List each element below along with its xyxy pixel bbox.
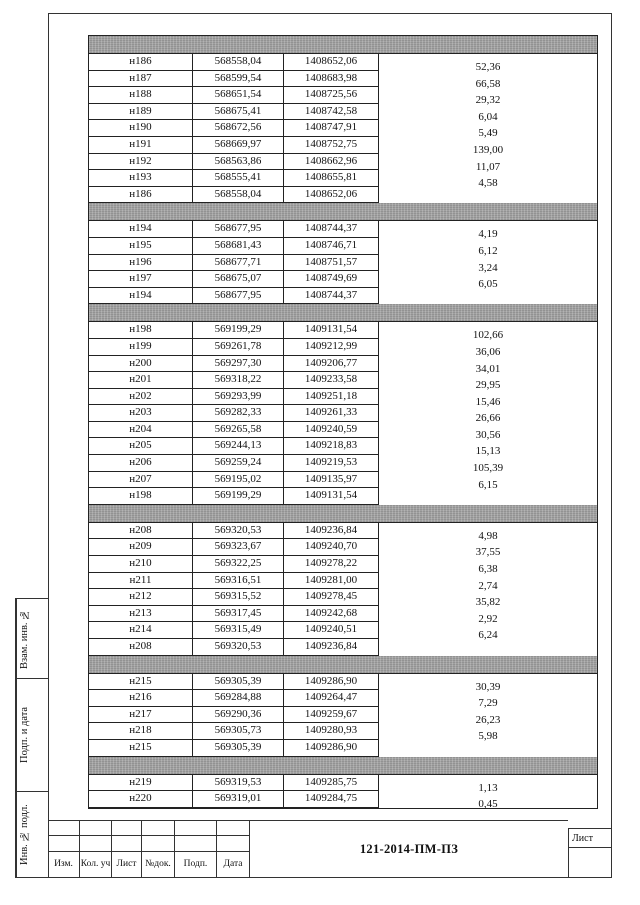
x-coordinate-cell: 569315,52: [193, 589, 284, 606]
x-coordinate-cell: 569315,49: [193, 622, 284, 639]
y-coordinate-cell: 1409236,84: [284, 523, 379, 540]
table-row: [89, 472, 597, 489]
x-coordinate-cell: 569317,45: [193, 606, 284, 623]
point-name-cell: н216: [89, 690, 193, 707]
point-name-cell: н219: [89, 775, 193, 792]
distance-cell: [379, 723, 597, 743]
table-row: [89, 356, 597, 373]
distance-cell: [379, 104, 597, 121]
x-coordinate-cell: 568563,86: [193, 154, 284, 171]
grid-cell: [80, 836, 112, 852]
point-name-cell: н192: [89, 154, 193, 171]
y-coordinate-cell: 1408652,06: [284, 54, 379, 71]
distance-cell: [379, 606, 597, 623]
coordinates-table: [88, 35, 598, 809]
x-coordinate-cell: 569305,73: [193, 723, 284, 740]
distance-cell: [379, 556, 597, 576]
x-coordinate-cell: 569305,39: [193, 740, 284, 757]
y-coordinate-cell: 1408652,06: [284, 187, 379, 204]
y-coordinate-cell: 1409240,59: [284, 422, 379, 439]
distance-cell: [379, 674, 597, 691]
x-coordinate-cell: 568677,71: [193, 255, 284, 272]
grid-cell: [175, 820, 217, 836]
point-name-cell: н202: [89, 389, 193, 406]
distance-cell: [379, 707, 597, 724]
table-row: [89, 422, 597, 439]
x-coordinate-cell: 568651,54: [193, 87, 284, 104]
y-coordinate-cell: 1409240,70: [284, 539, 379, 556]
distance-cell: [379, 255, 597, 272]
table-row: [89, 137, 597, 154]
distance-cell: [379, 539, 597, 559]
section-band: [89, 505, 597, 523]
distance-cell: [379, 523, 597, 540]
y-coordinate-cell: 1409251,18: [284, 389, 379, 406]
distance-value: 30,39: [475, 680, 501, 693]
table-row: [89, 556, 597, 576]
distance-value: 6,15: [478, 478, 498, 491]
table-row: [89, 707, 597, 724]
grid-cell: [80, 820, 112, 836]
table-row: [89, 523, 597, 540]
distance-cell: [379, 775, 597, 792]
x-coordinate-cell: 569265,58: [193, 422, 284, 439]
table-row: [89, 622, 597, 642]
y-coordinate-cell: 1408655,81: [284, 170, 379, 187]
point-name-cell: н207: [89, 472, 193, 489]
section-band: [89, 656, 597, 674]
y-coordinate-cell: 1409135,97: [284, 472, 379, 489]
point-name-cell: н194: [89, 288, 193, 305]
distance-cell: [379, 54, 597, 71]
distance-value: 4,58: [478, 177, 498, 190]
point-name-cell: н194: [89, 221, 193, 238]
x-coordinate-cell: 569259,24: [193, 455, 284, 472]
table-row: [89, 389, 597, 406]
table-row: [89, 339, 597, 356]
x-coordinate-cell: 569284,88: [193, 690, 284, 707]
y-coordinate-cell: 1409131,54: [284, 322, 379, 339]
x-coordinate-cell: 568677,95: [193, 288, 284, 305]
stamp-label-replace-inv: Взам. инв. №: [16, 599, 32, 678]
section-band: [89, 757, 597, 775]
grid-cell: [142, 820, 175, 836]
y-coordinate-cell: 1409281,00: [284, 573, 379, 590]
distance-cell: [379, 488, 597, 505]
y-coordinate-cell: 1409285,75: [284, 775, 379, 792]
distance-cell: [379, 589, 597, 609]
distance-cell: [379, 389, 597, 406]
y-coordinate-cell: 1409284,75: [284, 791, 379, 808]
point-name-cell: н198: [89, 488, 193, 505]
x-coordinate-cell: 568681,43: [193, 238, 284, 255]
table-row: [89, 589, 597, 609]
y-coordinate-cell: 1409131,54: [284, 488, 379, 505]
x-coordinate-cell: 569316,51: [193, 573, 284, 590]
title-block-revision-grid: [48, 820, 250, 878]
y-coordinate-cell: 1408747,91: [284, 120, 379, 137]
point-name-cell: н195: [89, 238, 193, 255]
stamp-label-inv-orig: Инв. № подл.: [16, 792, 32, 877]
y-coordinate-cell: 1409259,67: [284, 707, 379, 724]
x-coordinate-cell: 569195,02: [193, 472, 284, 489]
distance-value: 15,13: [475, 445, 501, 458]
table-row: [89, 154, 597, 171]
x-coordinate-cell: 568672,56: [193, 120, 284, 137]
distance-value: 36,06: [475, 345, 501, 358]
distance-value: 26,66: [475, 412, 501, 425]
table-row: [89, 405, 597, 425]
table-row: [89, 288, 597, 305]
x-coordinate-cell: 568558,04: [193, 187, 284, 204]
x-coordinate-cell: 568675,41: [193, 104, 284, 121]
point-name-cell: н213: [89, 606, 193, 623]
x-coordinate-cell: 569290,36: [193, 707, 284, 724]
x-coordinate-cell: 569261,78: [193, 339, 284, 356]
y-coordinate-cell: 1409280,93: [284, 723, 379, 740]
x-coordinate-cell: 569199,29: [193, 322, 284, 339]
distance-value: 30,56: [475, 428, 501, 441]
y-coordinate-cell: 1409264,47: [284, 690, 379, 707]
distance-value: 5,49: [478, 127, 498, 140]
table-row: [89, 238, 597, 255]
distance-cell: [379, 455, 597, 475]
point-name-cell: н211: [89, 573, 193, 590]
table-row: [89, 455, 597, 475]
distance-cell: [379, 87, 597, 107]
y-coordinate-cell: 1408749,69: [284, 271, 379, 288]
x-coordinate-cell: 569322,25: [193, 556, 284, 573]
y-coordinate-cell: 1408725,56: [284, 87, 379, 104]
grid-cell: [175, 836, 217, 852]
column-label-date: Дата: [217, 852, 250, 878]
table-row: [89, 573, 597, 590]
point-name-cell: н200: [89, 356, 193, 373]
point-name-cell: н193: [89, 170, 193, 187]
y-coordinate-cell: 1408744,37: [284, 221, 379, 238]
distance-cell: [379, 187, 597, 204]
point-name-cell: н206: [89, 455, 193, 472]
table-row: [89, 723, 597, 743]
column-label-doc-number: №док.: [142, 852, 175, 878]
table-row: [89, 271, 597, 291]
stamp-label-sign-date: Подп. и дата: [16, 679, 32, 791]
distance-cell: [379, 137, 597, 154]
x-coordinate-cell: 569282,33: [193, 405, 284, 422]
distance-value: 0,45: [478, 798, 498, 811]
x-coordinate-cell: 568558,04: [193, 54, 284, 71]
table-row: [89, 87, 597, 107]
column-label-sheet: Лист: [112, 852, 142, 878]
point-name-cell: н209: [89, 539, 193, 556]
point-name-cell: н212: [89, 589, 193, 606]
point-name-cell: н188: [89, 87, 193, 104]
grid-cell: [112, 836, 142, 852]
y-coordinate-cell: 1409242,68: [284, 606, 379, 623]
x-coordinate-cell: 569319,01: [193, 791, 284, 808]
y-coordinate-cell: 1408752,75: [284, 137, 379, 154]
x-coordinate-cell: 568599,54: [193, 71, 284, 88]
distance-value: 37,55: [475, 546, 501, 559]
distance-value: 6,05: [478, 278, 498, 291]
point-name-cell: н218: [89, 723, 193, 740]
column-label-count: Кол. уч: [80, 852, 112, 878]
grid-cell: [217, 836, 250, 852]
distance-value: 5,98: [478, 730, 498, 743]
distance-value: 1,13: [478, 781, 498, 794]
distance-value: 29,95: [475, 379, 501, 392]
point-name-cell: н214: [89, 622, 193, 639]
point-name-cell: н204: [89, 422, 193, 439]
x-coordinate-cell: 569199,29: [193, 488, 284, 505]
table-row: [89, 255, 597, 272]
point-name-cell: н187: [89, 71, 193, 88]
point-name-cell: н215: [89, 674, 193, 691]
x-coordinate-cell: 569244,13: [193, 438, 284, 455]
distance-value: 2,92: [478, 612, 498, 625]
point-name-cell: н197: [89, 271, 193, 288]
y-coordinate-cell: 1409219,53: [284, 455, 379, 472]
distance-value: 3,24: [478, 261, 498, 274]
point-name-cell: н215: [89, 740, 193, 757]
distance-cell: [379, 740, 597, 757]
y-coordinate-cell: 1409212,99: [284, 339, 379, 356]
distance-value: 7,29: [478, 697, 498, 710]
distance-cell: [379, 472, 597, 489]
distance-cell: [379, 322, 597, 342]
stamp-cell-inv-orig: [16, 791, 49, 877]
point-name-cell: н208: [89, 639, 193, 656]
side-stamp: [15, 598, 48, 878]
distance-value: 35,82: [475, 596, 501, 609]
table-row: [89, 221, 597, 241]
point-name-cell: н201: [89, 372, 193, 389]
distance-value: 34,01: [475, 362, 501, 375]
distance-cell: [379, 690, 597, 710]
y-coordinate-cell: 1409278,22: [284, 556, 379, 573]
point-name-cell: н208: [89, 523, 193, 540]
table-row: [89, 170, 597, 190]
y-coordinate-cell: 1409286,90: [284, 674, 379, 691]
section-band: [89, 36, 597, 54]
distance-cell: [379, 372, 597, 392]
table-row: [89, 104, 597, 121]
distance-cell: [379, 438, 597, 458]
y-coordinate-cell: 1408751,57: [284, 255, 379, 272]
distance-cell: [379, 154, 597, 171]
grid-cell: [48, 836, 80, 852]
table-row: [89, 791, 597, 811]
x-coordinate-cell: 569305,39: [193, 674, 284, 691]
y-coordinate-cell: 1409286,90: [284, 740, 379, 757]
distance-cell: [379, 120, 597, 140]
table-row: [89, 539, 597, 559]
distance-cell: [379, 356, 597, 373]
table-row: [89, 488, 597, 505]
distance-value: 4,19: [478, 228, 498, 241]
y-coordinate-cell: 1409240,51: [284, 622, 379, 639]
distance-value: 139,00: [472, 143, 504, 156]
table-row: [89, 740, 597, 757]
x-coordinate-cell: 569297,30: [193, 356, 284, 373]
point-name-cell: н190: [89, 120, 193, 137]
x-coordinate-cell: 569318,22: [193, 372, 284, 389]
sheet-number-cell: [568, 828, 612, 878]
point-name-cell: н205: [89, 438, 193, 455]
table-row: [89, 372, 597, 392]
distance-cell: [379, 71, 597, 88]
y-coordinate-cell: 1408744,37: [284, 288, 379, 305]
point-name-cell: н220: [89, 791, 193, 808]
table-row: [89, 71, 597, 88]
distance-cell: [379, 221, 597, 241]
column-label-change: Изм.: [48, 852, 80, 878]
x-coordinate-cell: 569293,99: [193, 389, 284, 406]
table-row: [89, 54, 597, 71]
x-coordinate-cell: 568555,41: [193, 170, 284, 187]
column-label-signature: Подп.: [175, 852, 217, 878]
stamp-cell-replace-inv: [16, 599, 49, 678]
y-coordinate-cell: 1408742,58: [284, 104, 379, 121]
point-name-cell: н199: [89, 339, 193, 356]
distance-cell: [379, 271, 597, 291]
table-row: [89, 187, 597, 204]
distance-value: 6,04: [478, 110, 498, 123]
grid-cell: [217, 820, 250, 836]
x-coordinate-cell: 569323,67: [193, 539, 284, 556]
distance-value: 105,39: [472, 462, 504, 475]
y-coordinate-cell: 1408662,96: [284, 154, 379, 171]
stamp-cell-sign-date: [16, 678, 49, 791]
x-coordinate-cell: 568669,97: [193, 137, 284, 154]
grid-cell: [112, 820, 142, 836]
document-code: 121-2014-ПМ-ПЗ: [359, 841, 459, 856]
distance-cell: [379, 573, 597, 590]
table-row: [89, 120, 597, 140]
distance-value: 11,07: [475, 160, 501, 173]
table-row: [89, 606, 597, 623]
sheet-label: Лист: [569, 829, 612, 848]
distance-value: 2,74: [478, 579, 498, 592]
distance-cell: [379, 791, 597, 811]
point-name-cell: н198: [89, 322, 193, 339]
y-coordinate-cell: 1408683,98: [284, 71, 379, 88]
point-name-cell: н217: [89, 707, 193, 724]
point-name-cell: н210: [89, 556, 193, 573]
table-row: [89, 322, 597, 342]
distance-value: 4,98: [478, 529, 498, 542]
distance-cell: [379, 622, 597, 642]
section-band: [89, 203, 597, 221]
table-row: [89, 674, 597, 691]
y-coordinate-cell: 1409278,45: [284, 589, 379, 606]
table-row: [89, 690, 597, 710]
point-name-cell: н191: [89, 137, 193, 154]
y-coordinate-cell: 1409218,83: [284, 438, 379, 455]
point-name-cell: н186: [89, 54, 193, 71]
distance-cell: [379, 170, 597, 190]
y-coordinate-cell: 1409206,77: [284, 356, 379, 373]
distance-cell: [379, 238, 597, 255]
distance-value: 66,58: [475, 77, 501, 90]
y-coordinate-cell: 1409236,84: [284, 639, 379, 656]
distance-cell: [379, 639, 597, 656]
section-band: [89, 304, 597, 322]
x-coordinate-cell: 569320,53: [193, 639, 284, 656]
distance-value: 6,24: [478, 629, 498, 642]
distance-value: 102,66: [472, 329, 504, 342]
table-row: [89, 438, 597, 458]
x-coordinate-cell: 568677,95: [193, 221, 284, 238]
x-coordinate-cell: 569320,53: [193, 523, 284, 540]
point-name-cell: н203: [89, 405, 193, 422]
distance-cell: [379, 339, 597, 356]
distance-cell: [379, 288, 597, 305]
point-name-cell: н189: [89, 104, 193, 121]
distance-value: 52,36: [475, 61, 501, 73]
grid-cell: [142, 836, 175, 852]
x-coordinate-cell: 569319,53: [193, 775, 284, 792]
distance-value: 26,23: [475, 713, 501, 726]
table-row: [89, 639, 597, 656]
y-coordinate-cell: 1409261,33: [284, 405, 379, 422]
y-coordinate-cell: 1408746,71: [284, 238, 379, 255]
y-coordinate-cell: 1409233,58: [284, 372, 379, 389]
distance-value: 6,12: [478, 244, 498, 257]
grid-cell: [48, 820, 80, 836]
x-coordinate-cell: 568675,07: [193, 271, 284, 288]
point-name-cell: н196: [89, 255, 193, 272]
distance-cell: [379, 422, 597, 439]
distance-cell: [379, 405, 597, 425]
distance-value: 6,38: [478, 563, 498, 576]
distance-value: 29,32: [475, 94, 501, 107]
distance-value: 15,46: [475, 395, 501, 408]
table-row: [89, 775, 597, 792]
point-name-cell: н186: [89, 187, 193, 204]
